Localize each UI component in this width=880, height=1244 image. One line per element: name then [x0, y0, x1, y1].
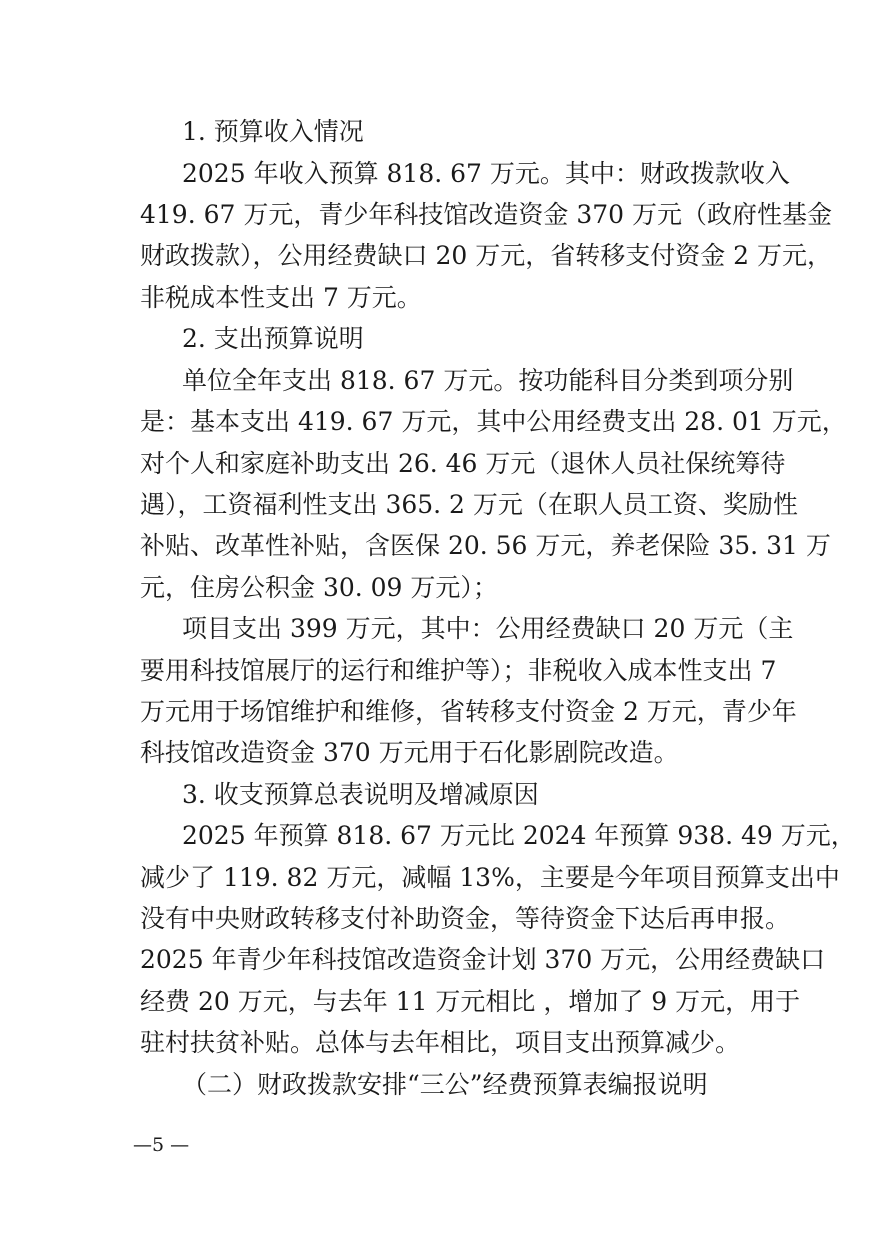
- paragraph-line: 2025 年青少年科技馆改造资金计划 370 万元，公用经费缺口: [140, 945, 826, 974]
- paragraph-line: 单位全年支出 818. 67 万元。按功能科目分类到项分别: [182, 366, 794, 395]
- paragraph-line: 项目支出 399 万元，其中：公用经费缺口 20 万元（主: [182, 614, 794, 643]
- paragraph-line: 遇），工资福利性支出 365. 2 万元（在职人员工资、奖励性: [140, 490, 798, 519]
- paragraph-line: 经费 20 万元，与去年 11 万元相比 ，增加了 9 万元，用于: [140, 987, 801, 1016]
- paragraph-line: 科技馆改造资金 370 万元用于石化影剧院改造。: [140, 738, 679, 767]
- paragraph-line: 元，住房公积金 30. 09 万元）；: [140, 573, 498, 602]
- paragraph-line: 驻村扶贫补贴。总体与去年相比，项目支出预算减少。: [140, 1028, 741, 1057]
- heading-budget-income: 1. 预算收入情况: [182, 117, 364, 146]
- paragraph-line: 对个人和家庭补助支出 26. 46 万元（退休人员社保统筹待: [140, 449, 786, 478]
- paragraph-line: 要用科技馆展厅的运行和维护等）；非税收入成本性支出 7: [140, 656, 777, 685]
- paragraph-line: 减少了 119. 82 万元，减幅 13%，主要是今年项目预算支出中: [140, 863, 840, 892]
- heading-expense-budget: 2. 支出预算说明: [182, 324, 364, 353]
- heading-three-public-expenses: （二）财政拨款安排“三公”经费预算表编报说明: [182, 1070, 708, 1099]
- paragraph-line: 财政拨款），公用经费缺口 20 万元，省转移支付资金 2 万元，: [140, 241, 833, 270]
- paragraph-line: 万元用于场馆维护和维修，省转移支付资金 2 万元，青少年: [140, 697, 797, 726]
- paragraph-line: 是：基本支出 419. 67 万元，其中公用经费支出 28. 01 万元，: [140, 407, 847, 436]
- paragraph-line: 补贴、改革性补贴，含医保 20. 56 万元，养老保险 35. 31 万: [140, 531, 831, 560]
- heading-summary-table: 3. 收支预算总表说明及增减原因: [182, 780, 539, 809]
- paragraph-line: 419. 67 万元，青少年科技馆改造资金 370 万元（政府性基金: [140, 200, 832, 229]
- page-number: —5 —: [133, 1134, 190, 1156]
- paragraph-line: 2025 年收入预算 818. 67 万元。其中：财政拨款收入: [182, 159, 790, 188]
- paragraph-line: 2025 年预算 818. 67 万元比 2024 年预算 938. 49 万元，: [182, 821, 856, 850]
- paragraph-line: 非税成本性支出 7 万元。: [140, 283, 422, 312]
- paragraph-line: 没有中央财政转移支付补助资金，等待资金下达后再申报。: [140, 904, 791, 933]
